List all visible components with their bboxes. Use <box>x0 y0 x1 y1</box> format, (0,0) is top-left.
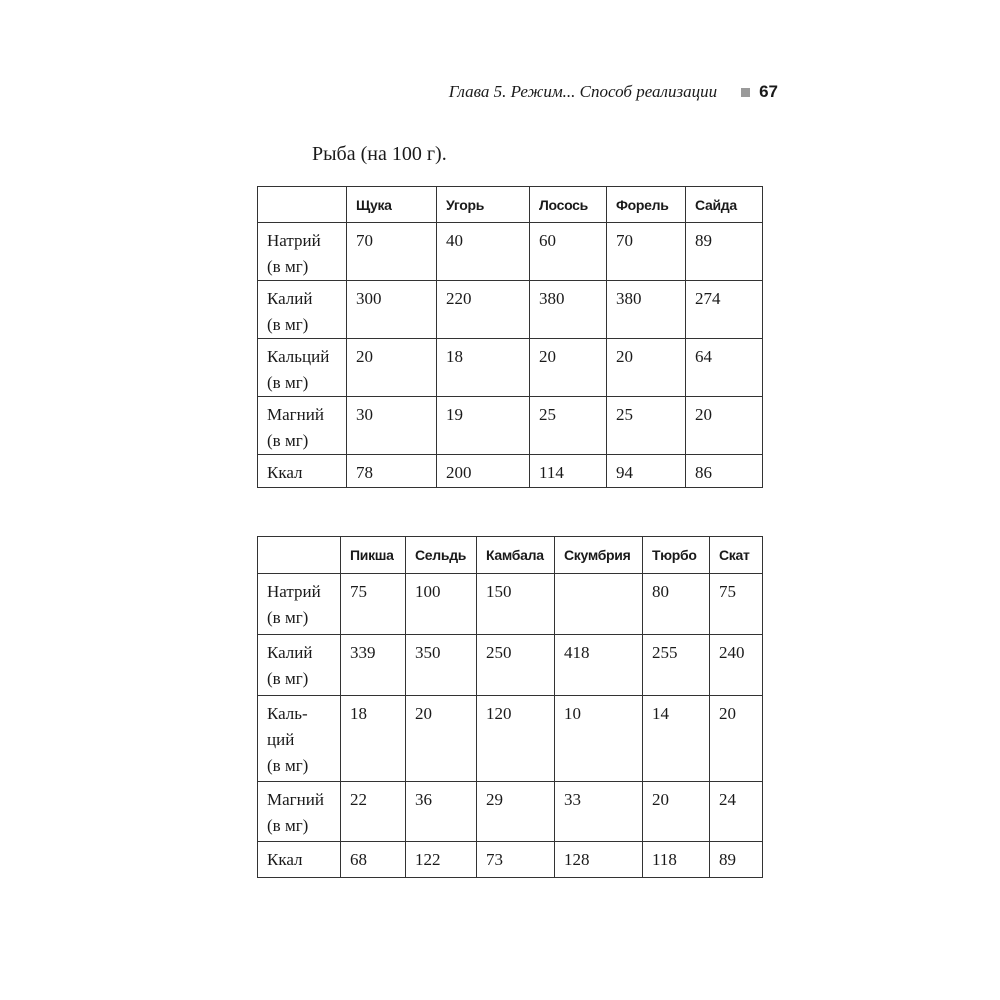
column-header: Щука <box>347 187 437 223</box>
table-row <box>258 223 763 281</box>
table-cell: 120 <box>477 696 555 782</box>
fish-nutrition-table-2 <box>257 536 763 878</box>
table-cell: 100 <box>406 574 477 635</box>
table-cell: 36 <box>406 782 477 842</box>
table-cell: 78 <box>347 455 437 488</box>
table-cell: 18 <box>437 339 530 397</box>
table-cell: 30 <box>347 397 437 455</box>
table-cell: 418 <box>555 635 643 696</box>
square-bullet-icon <box>741 88 750 97</box>
row-label: Натрий (в мг) <box>258 223 347 281</box>
row-label: Калий (в мг) <box>258 635 341 696</box>
table-cell: 20 <box>406 696 477 782</box>
table-cell: 150 <box>477 574 555 635</box>
table-cell: 122 <box>406 842 477 878</box>
table-row <box>258 397 763 455</box>
table-cell: 14 <box>643 696 710 782</box>
table-cell: 33 <box>555 782 643 842</box>
table-cell: 20 <box>607 339 686 397</box>
table-cell: 20 <box>710 696 763 782</box>
table-row <box>258 782 763 842</box>
table-row <box>258 574 763 635</box>
table-cell: 60 <box>530 223 607 281</box>
row-label: Ккал <box>258 455 347 488</box>
table-cell: 339 <box>341 635 406 696</box>
row-label: Ккал <box>258 842 341 878</box>
table-cell: 70 <box>607 223 686 281</box>
table-cell: 380 <box>530 281 607 339</box>
table-cell: 250 <box>477 635 555 696</box>
table-cell: 75 <box>710 574 763 635</box>
column-header: Скумбрия <box>555 537 643 574</box>
table-cell: 80 <box>643 574 710 635</box>
table-cell: 20 <box>347 339 437 397</box>
page-number: 67 <box>759 82 778 101</box>
table-cell: 200 <box>437 455 530 488</box>
table-cell: 10 <box>555 696 643 782</box>
table-cell: 380 <box>607 281 686 339</box>
table-header-row <box>258 187 763 223</box>
table-cell: 68 <box>341 842 406 878</box>
column-header: Скат <box>710 537 763 574</box>
column-header: Тюрбо <box>643 537 710 574</box>
table-cell: 25 <box>607 397 686 455</box>
table-cell: 350 <box>406 635 477 696</box>
table-row <box>258 339 763 397</box>
table-cell: 220 <box>437 281 530 339</box>
column-header: Лосось <box>530 187 607 223</box>
table-row <box>258 842 763 878</box>
row-label: Кальций (в мг) <box>258 339 347 397</box>
column-header <box>258 537 341 574</box>
row-label: Каль- ций (в мг) <box>258 696 341 782</box>
column-header: Сельдь <box>406 537 477 574</box>
table-cell: 24 <box>710 782 763 842</box>
table-cell: 240 <box>710 635 763 696</box>
table-cell: 70 <box>347 223 437 281</box>
table-cell: 25 <box>530 397 607 455</box>
table-cell: 64 <box>686 339 763 397</box>
table-cell: 94 <box>607 455 686 488</box>
row-label: Магний (в мг) <box>258 397 347 455</box>
table-cell: 89 <box>686 223 763 281</box>
table-cell: 20 <box>686 397 763 455</box>
table-cell: 22 <box>341 782 406 842</box>
row-label: Калий (в мг) <box>258 281 347 339</box>
table-cell: 20 <box>530 339 607 397</box>
table-cell: 40 <box>437 223 530 281</box>
table-row <box>258 455 763 488</box>
table-cell: 274 <box>686 281 763 339</box>
chapter-title: Глава 5. Режим... Способ реализации <box>448 82 718 101</box>
table-cell: 75 <box>341 574 406 635</box>
table-row <box>258 635 763 696</box>
table-cell: 20 <box>643 782 710 842</box>
table-cell: 128 <box>555 842 643 878</box>
running-head <box>0 80 778 104</box>
table-header-row <box>258 537 763 574</box>
table-cell: 118 <box>643 842 710 878</box>
table-cell: 19 <box>437 397 530 455</box>
table-cell: 114 <box>530 455 607 488</box>
column-header: Камбала <box>477 537 555 574</box>
table-cell: 89 <box>710 842 763 878</box>
table-row <box>258 281 763 339</box>
table-cell: 29 <box>477 782 555 842</box>
table-row <box>258 696 763 782</box>
table-cell: 18 <box>341 696 406 782</box>
row-label: Магний (в мг) <box>258 782 341 842</box>
section-title: Рыба (на 100 г). <box>312 143 447 165</box>
column-header: Угорь <box>437 187 530 223</box>
column-header: Сайда <box>686 187 763 223</box>
table-cell: 300 <box>347 281 437 339</box>
column-header: Форель <box>607 187 686 223</box>
row-label: Натрий (в мг) <box>258 574 341 635</box>
column-header: Пикша <box>341 537 406 574</box>
fish-nutrition-table-1 <box>257 186 763 488</box>
table-cell: 73 <box>477 842 555 878</box>
table-cell: 86 <box>686 455 763 488</box>
table-cell <box>555 574 643 635</box>
column-header <box>258 187 347 223</box>
table-cell: 255 <box>643 635 710 696</box>
